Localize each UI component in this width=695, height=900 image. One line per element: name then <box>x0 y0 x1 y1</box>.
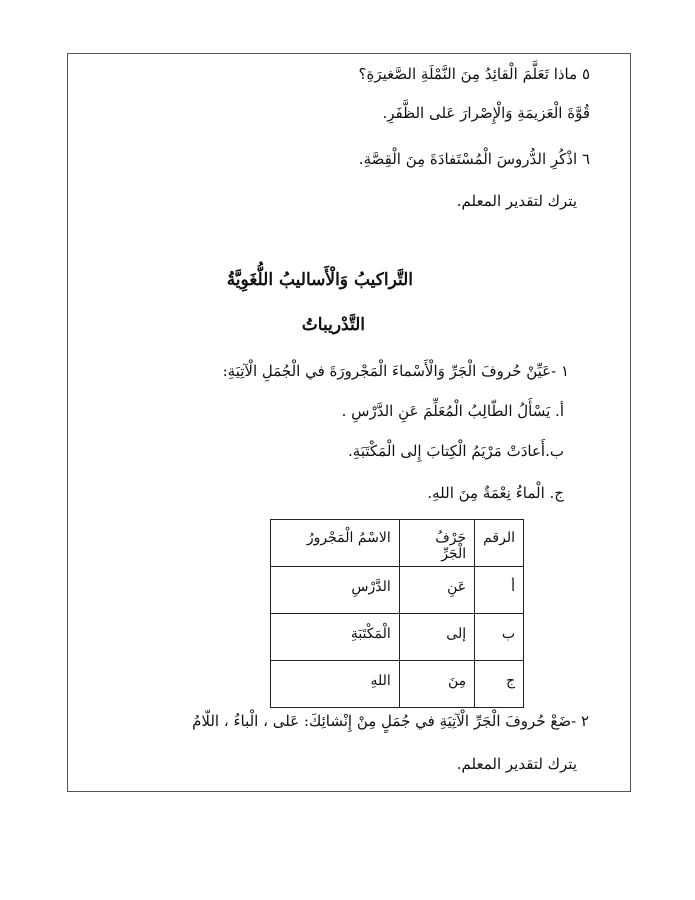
table-cell: الْمَكْتَبَةِ <box>271 614 400 661</box>
header-noun: الاسْمُ الْمَجْرورُ <box>271 520 400 567</box>
table-cell: أ <box>475 567 524 614</box>
table-row <box>271 567 524 614</box>
exercise-1-instruction <box>223 360 569 382</box>
question-6-number: ٦ <box>581 150 590 168</box>
table-cell: إلى <box>399 614 474 661</box>
table-row <box>271 614 524 661</box>
question-6-text: اذْكُرِ الدُّروسَ الْمُسْتَفادَةَ مِنَ الْقِصَّةِ. <box>358 150 578 168</box>
answer-5 <box>383 102 590 124</box>
exercise-1-sentence-c: ج. الْماءُ نِعْمَةٌ مِنَ اللهِ. <box>427 484 564 502</box>
section-subtitle: التَّدْريباتُ <box>301 315 365 335</box>
table-cell: ج <box>475 661 524 708</box>
table-row <box>271 661 524 708</box>
section-title: التَّراكيبُ وَالْأَساليبُ اللُّغَوِيَّةُ <box>226 270 413 290</box>
answer-6-text: يترك لتقدير المعلم. <box>456 192 577 210</box>
exercise-2-answer-text: يترك لتقدير المعلم. <box>456 755 577 773</box>
exercise-2-instruction <box>192 710 589 732</box>
exercise-2-instruction-text: ٢ -ضَعْ حُروفَ الْجَرِّ الْآتِيَةِ في جُمَلٍ مِنْ إِنْشائِكَ: عَلى ، الْباءُ ، اللّامُ <box>192 712 589 730</box>
question-5 <box>359 63 590 85</box>
table-cell: ب <box>475 614 524 661</box>
header-preposition: حَرْفُ الْجَرِّ <box>399 520 474 567</box>
table-cell: عَنِ <box>399 567 474 614</box>
table-cell: اللهِ <box>271 661 400 708</box>
question-5-text: ماذا تَعَلَّمَ الْقائِدُ مِنَ النَّمْلَةِ الصَّغيرَةِ؟ <box>358 65 578 83</box>
exercise-2-answer <box>457 753 577 775</box>
table-cell: الدَّرْسِ <box>271 567 400 614</box>
question-6 <box>359 148 590 170</box>
answer-5-text: قُوَّةَ الْعَزيمَةِ وَالْإِصْرارَ عَلى الظَّفَرِ. <box>382 104 590 122</box>
table-header-row <box>271 520 524 567</box>
exercise-1-sentence-b: ب.أَعادَتْ مَرْيَمُ الْكِتابَ إِلى الْمَكْتَبَةِ. <box>348 442 564 460</box>
answer-6 <box>457 190 577 212</box>
header-number: الرقم <box>475 520 524 567</box>
table-cell: مِنَ <box>399 661 474 708</box>
exercise-1-sentence-a: أ. يَسْأَلُ الطّالِبُ الْمُعَلِّمَ عَنِ الدَّرْسِ . <box>341 402 564 420</box>
question-5-number: ٥ <box>581 65 590 83</box>
exercise-1-instruction-text: ١ -عَيِّنْ حُروفَ الْجَرِّ وَالْأَسْماءَ الْمَجْرورَةَ في الْجُمَلِ الْآتِيَةِ: <box>222 362 569 380</box>
prepositions-table <box>270 519 524 708</box>
